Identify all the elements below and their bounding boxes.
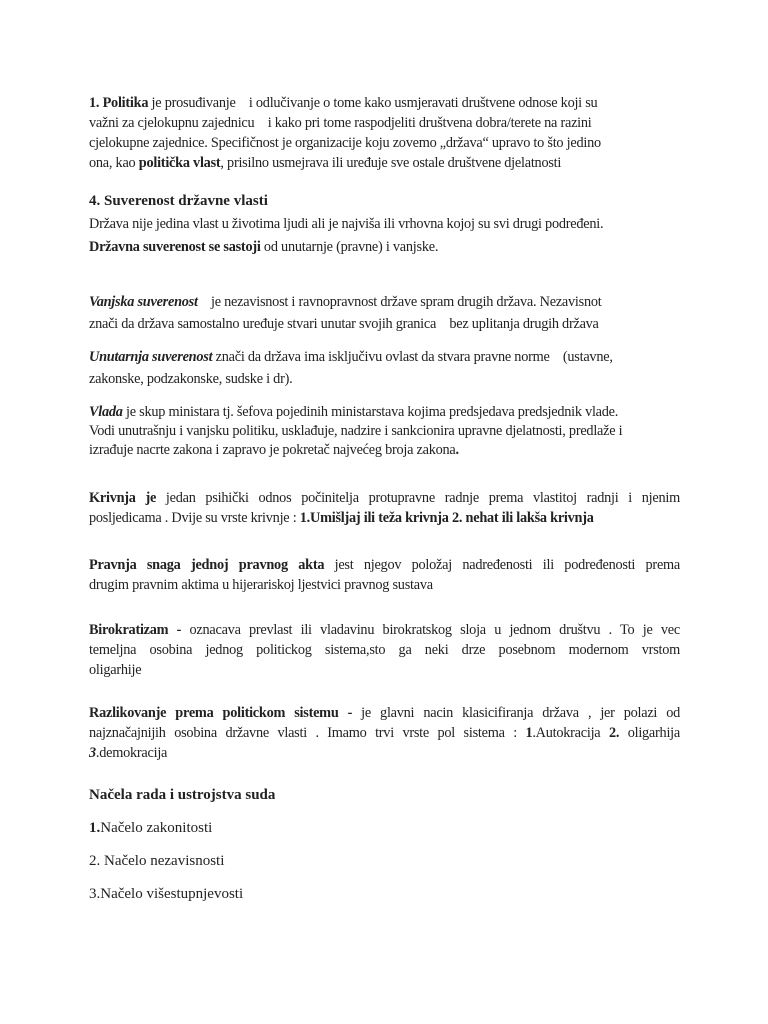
nacela-item-2: [89, 851, 680, 871]
nacela-item-3-text: 3.Načelo višestupnjevosti: [89, 886, 244, 902]
razlikovanje-line3: .demokracija: [95, 745, 168, 761]
vlada-paragraph: [89, 403, 680, 460]
suverenost-section: [89, 191, 680, 257]
nacela-item-1-text: Načelo zakonitosti: [100, 820, 213, 836]
krivnja-paragraph: [89, 488, 680, 528]
vanjska-suverenost-term: Vanjska suverenost: [89, 294, 198, 310]
politika-line2: važni za cjelokupnu zajednicu i kako pri tome raspodjeliti društvena dobra/terete na razini: [89, 115, 592, 131]
razlikovanje-line2-b: .Autokracija: [532, 725, 609, 741]
drzavna-suverenost-term: Državna suverenost se sastoji: [89, 239, 261, 255]
unutarnja-suverenost-paragraph: [89, 347, 680, 389]
suverenost-line1: Država nije jedina vlast u životima ljudi ali je najviša ili vrhovna kojoj su svi drugi podređeni.: [89, 216, 604, 232]
politika-line4-a: ona, kao: [89, 155, 139, 171]
krivnja-vrste: 1.Umišljaj ili teža krivnja 2. nehat ili lakša krivnja: [299, 510, 594, 526]
vlada-line2: Vodi unutrašnju i vanjsku politiku, usklađuje, nadzire i sankcionira upravne djelatnosti, predlaže i: [89, 423, 623, 439]
suverenost-line2: od unutarnje (pravne) i vanjske.: [260, 239, 439, 255]
politika-term: Politika: [102, 95, 149, 111]
krivnja-line2-a: posljedicama . Dvije su vrste krivnje :: [89, 510, 300, 526]
politika-line3: cjelokupne zajednice. Specifičnost je organizacije koju zovemo „država“ upravo to što jedino: [89, 135, 601, 151]
vlada-term: Vlada: [89, 404, 123, 420]
politicka-vlast-term: politička vlast: [138, 155, 221, 171]
razlikovanje-paragraph: [89, 703, 680, 763]
nacela-item-2-text: 2. Načelo nezavisnosti: [89, 853, 225, 869]
vanjska-line2: znači da država samostalno uređuje stvari unutar svojih granica bez uplitanja drugih država: [89, 316, 599, 332]
razlikovanje-term: Razlikovanje prema politickom sistemu -: [89, 705, 353, 721]
politika-paragraph: [89, 93, 680, 173]
birokratizam-line2: temeljna osobina jednog politickog sistema,sto ga neki drze posebnom modernom vrstom: [89, 642, 680, 658]
razlikovanje-n2: 2.: [608, 725, 620, 741]
nacela-item-1: [89, 818, 680, 838]
razlikovanje-line2-c: oligarhija: [619, 725, 680, 741]
unutarnja-suverenost-term: Unutarnja suverenost: [89, 349, 213, 365]
unutarnja-line1: znači da država ima isključivu ovlast da stvara pravne norme (ustavne,: [212, 349, 613, 365]
krivnja-line1: jedan psihički odnos počinitelja protupravne radnje prema vlastitoj radnji i njenim: [156, 490, 680, 506]
suverenost-heading: 4. Suverenost državne vlasti: [89, 193, 268, 209]
vanjska-line1: je nezavisnost i ravnopravnost države spram drugih država. Nezavisnot: [197, 294, 602, 310]
nacela-item-3: [89, 884, 680, 904]
krivnja-term: Krivnja je: [89, 490, 157, 506]
razlikovanje-n1: 1: [525, 725, 533, 741]
nacela-section: [89, 785, 680, 805]
nacela-heading: Načela rada i ustrojstva suda: [89, 787, 276, 803]
nacela-item-1-number: 1.: [89, 820, 101, 836]
politika-line4-b: , prisilno usmejrava ili uređuje sve ostale društvene djelatnosti: [220, 155, 562, 171]
birokratizam-paragraph: [89, 620, 680, 680]
vlada-line3: izrađuje nacrte zakona i zapravo je pokretač najvećeg broja zakona: [89, 442, 456, 458]
vlada-line3-end: .: [455, 442, 459, 458]
vanjska-suverenost-paragraph: [89, 292, 680, 334]
razlikovanje-line2-a: najznačajnijih osobina državne vlasti . Imamo trvi vrste pol sistema :: [89, 725, 526, 741]
birokratizam-line3: oligarhije: [89, 662, 142, 678]
unutarnja-line2: zakonske, podzakonske, sudske i dr).: [89, 371, 293, 387]
pravna-snaga-paragraph: [89, 555, 680, 595]
razlikovanje-line1: je glavni nacin klasicifiranja država , jer polazi od: [352, 705, 680, 721]
pravna-snaga-line2: drugim pravnim aktima u hijerariskoj ljestvici pravnog sustava: [89, 577, 433, 593]
politika-line1: je prosuđivanje i odlučivanje o tome kako usmjeravati društvene odnose koji su: [148, 95, 598, 111]
politika-number: 1.: [89, 95, 100, 111]
razlikovanje-n3: 3: [89, 745, 96, 761]
vlada-line1: je skup ministara tj. šefova pojedinih ministarstava kojima predsjedava predsjednik vlade.: [122, 404, 619, 420]
birokratizam-line1: oznacava prevlast ili vladavinu birokratskog sloja u jednom društvu . To je vec: [181, 622, 680, 638]
birokratizam-term: Birokratizam -: [89, 622, 182, 638]
pravna-snaga-line1: jest njegov položaj nadređenosti ili podređenosti prema: [324, 557, 681, 573]
pravna-snaga-term: Pravnja snaga jednoj pravnog akta: [89, 557, 325, 573]
